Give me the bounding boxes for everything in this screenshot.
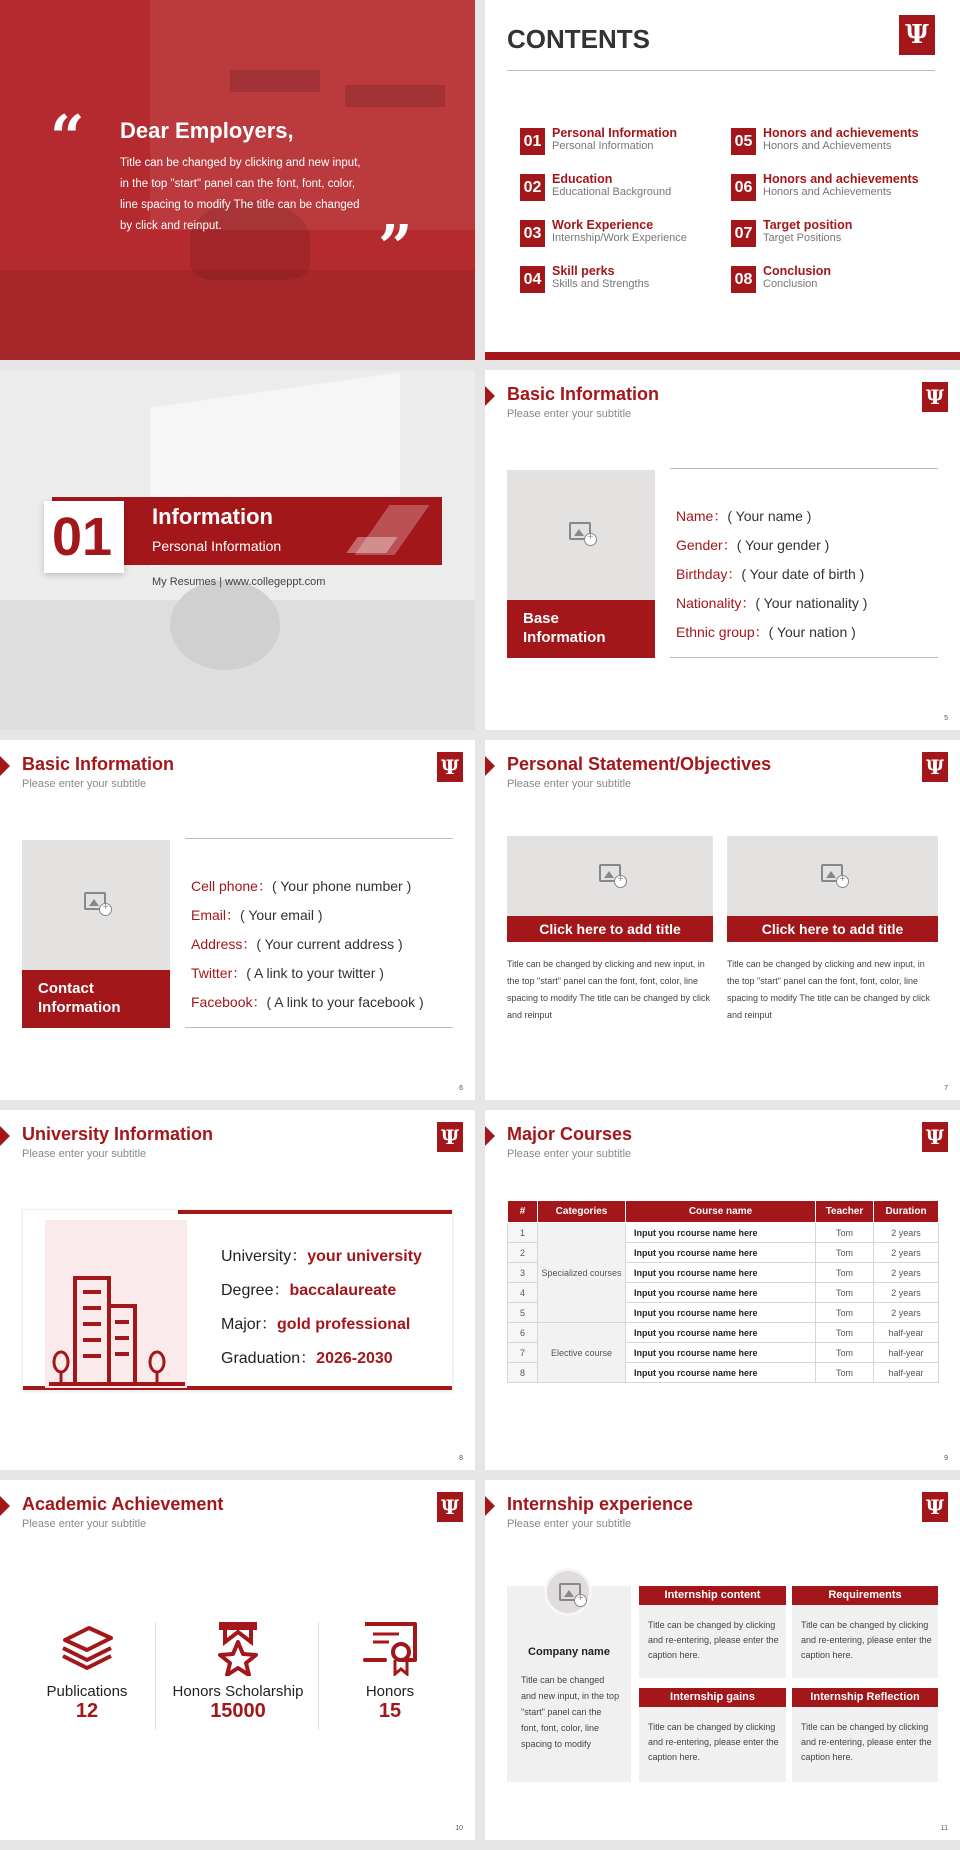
contents-item[interactable] — [520, 218, 710, 252]
field-row: Nationality：( Your nationality ) — [676, 595, 868, 611]
field-value[interactable]: ( Your name ) — [727, 508, 812, 524]
table-row: 1 Specialized courses Input you rcourse name here Tom 2 years — [508, 1223, 939, 1243]
field-row: Cell phone：( Your phone number ) — [191, 878, 412, 894]
item-number: 05 — [731, 128, 756, 155]
open-quote-icon: “ — [50, 103, 85, 173]
column-header: # — [508, 1201, 538, 1223]
company-name: Company name — [528, 1646, 610, 1658]
box-body: Title can be changed by clicking and re-entering, please enter the caption here. — [801, 1620, 932, 1660]
divider — [185, 838, 453, 839]
info-row: University：your university — [221, 1248, 422, 1265]
slide-title: Dear Employers, — [120, 118, 294, 143]
field-value[interactable]: ( Your current address ) — [256, 936, 403, 952]
internship-box — [639, 1586, 786, 1678]
divider — [670, 657, 938, 658]
page-number: 11 — [940, 1825, 948, 1832]
page-number: 10 — [455, 1825, 463, 1832]
card-label: Contact Information — [22, 970, 170, 1028]
field-value[interactable]: ( A link to your facebook ) — [266, 994, 424, 1010]
table-row: 3 Input you rcourse name here Tom 2 years — [508, 1263, 939, 1283]
certificate-icon — [361, 1620, 419, 1676]
close-quote-icon: ” — [378, 213, 413, 283]
page-number: 9 — [944, 1455, 948, 1462]
field-row: Address：( Your current address ) — [191, 936, 403, 952]
achievement-value: 15000 — [210, 1700, 266, 1722]
column-header: Duration — [874, 1201, 939, 1223]
item-number: 07 — [731, 220, 756, 247]
header-arrow-icon — [0, 1126, 10, 1146]
field-value[interactable]: ( Your date of birth ) — [741, 566, 865, 582]
field-value[interactable]: ( Your email ) — [240, 907, 323, 923]
info-row: Degree：baccalaureate — [221, 1282, 397, 1299]
header-arrow-icon — [485, 756, 495, 776]
table-row: 8 Input you rcourse name here Tom half-year — [508, 1363, 939, 1383]
company-logo-placeholder[interactable] — [544, 1568, 592, 1616]
item-title: Target position — [763, 218, 853, 232]
image-placeholder-icon — [559, 1583, 581, 1601]
column-header: Teacher — [816, 1201, 874, 1223]
slide-contact-information — [0, 740, 475, 1100]
table-row: 2 Input you rcourse name here Tom 2 years — [508, 1243, 939, 1263]
item-title: Personal Information — [552, 126, 678, 140]
item-title: Skill perks — [552, 264, 615, 278]
books-stack-icon — [57, 1620, 117, 1670]
field-value[interactable]: ( Your gender ) — [736, 537, 830, 553]
slide-title: Personal Statement/Objectives — [507, 754, 772, 774]
info-rows — [221, 1240, 422, 1376]
university-logo-icon: Ψ — [437, 1492, 463, 1522]
achievement-item — [160, 1620, 316, 1723]
item-title: Conclusion — [763, 264, 832, 278]
box-body: Title can be changed by clicking and re-entering, please enter the caption here. — [801, 1722, 932, 1762]
image-placeholder-icon — [84, 892, 106, 910]
info-value[interactable]: baccalaureate — [289, 1282, 397, 1299]
info-row: Graduation：2026-2030 — [221, 1350, 393, 1367]
company-card — [507, 1586, 631, 1782]
achievement-label: Honors Scholarship — [172, 1683, 304, 1700]
divider — [318, 1622, 319, 1730]
section-number-box — [44, 501, 124, 573]
page-number: 5 — [944, 715, 948, 722]
course-name-cell[interactable]: Input you rcourse name here — [626, 1243, 816, 1263]
contents-item[interactable] — [520, 172, 710, 206]
box-heading: Internship gains — [639, 1688, 786, 1707]
slide-academic-achievement — [0, 1480, 475, 1840]
company-body: Title can be changed and new input, in the top "start" panel can the font, font, color, line spacing to modify — [521, 1675, 620, 1749]
header-arrow-icon — [485, 1126, 495, 1146]
item-number: 03 — [520, 220, 545, 247]
column-body: Title can be changed by clicking and new input, in the top "start" panel can the font, font, color, line spacing to modify The title can be changed by click and reinput — [727, 959, 930, 1020]
field-row: Ethnic group：( Your nation ) — [676, 624, 856, 640]
page-number: 7 — [944, 1085, 948, 1092]
info-card — [22, 1209, 453, 1391]
slide-subtitle: Please enter your subtitle — [507, 1518, 632, 1530]
item-title: Honors and achievements — [763, 126, 919, 140]
item-number: 06 — [731, 174, 756, 201]
item-subtitle: Conclusion — [763, 278, 818, 290]
slide-body: Title can be changed by clicking and new input, in the top "start" panel can the font, font, color, line spacing to modify The title can be changed by click and reinput. — [120, 157, 361, 232]
slide-subtitle: Please enter your subtitle — [507, 408, 632, 420]
table-header-row — [508, 1201, 939, 1223]
slide-dear-employers — [0, 0, 475, 360]
box-body: Title can be changed by clicking and re-entering, please enter the caption here. — [648, 1722, 779, 1762]
slide-basic-information — [485, 370, 960, 730]
item-number: 08 — [731, 266, 756, 293]
contents-item[interactable] — [731, 126, 931, 160]
divider — [185, 1027, 453, 1028]
category-cell: Specialized courses — [538, 1223, 626, 1323]
scholarship-badge-icon — [213, 1620, 263, 1676]
section-number: 01 — [52, 507, 113, 567]
contents-title: CONTENTS — [507, 24, 650, 54]
column-header: Categories — [538, 1201, 626, 1223]
contents-item[interactable] — [731, 172, 931, 206]
photo-placeholder[interactable] — [727, 836, 938, 916]
page-number: 6 — [459, 1085, 463, 1092]
item-subtitle: Target Positions — [763, 232, 842, 244]
field-row: Gender：( Your gender ) — [676, 537, 830, 553]
bottom-bar — [485, 352, 960, 360]
header-arrow-icon — [0, 756, 10, 776]
course-name-cell[interactable]: Input you rcourse name here — [626, 1363, 816, 1383]
university-logo-icon: Ψ — [437, 752, 463, 782]
field-row: Name：( Your name ) — [676, 508, 812, 524]
slide-internship-experience — [485, 1480, 960, 1840]
box-body: Title can be changed by clicking and re-entering, please enter the caption here. — [648, 1620, 779, 1660]
item-subtitle: Skills and Strengths — [552, 278, 650, 290]
field-list — [676, 506, 867, 651]
image-placeholder-icon — [569, 522, 591, 540]
divider — [155, 1622, 156, 1730]
item-subtitle: Honors and Achievements — [763, 140, 892, 152]
field-value[interactable]: ( Your phone number ) — [271, 878, 412, 894]
contents-item[interactable] — [731, 264, 931, 298]
slide-title: University Information — [22, 1124, 214, 1144]
info-value[interactable]: your university — [307, 1248, 422, 1265]
slide-university-information — [0, 1110, 475, 1470]
photo-placeholder[interactable] — [507, 470, 655, 658]
item-title: Education — [552, 172, 613, 186]
item-subtitle: Educational Background — [552, 186, 672, 198]
field-value[interactable]: ( Your nation ) — [768, 624, 856, 640]
slide-subtitle: Please enter your subtitle — [507, 1148, 632, 1160]
field-list — [191, 876, 424, 1021]
header-arrow-icon — [485, 386, 495, 406]
image-placeholder-icon — [821, 864, 843, 882]
field-row: Birthday：( Your date of birth ) — [676, 566, 865, 582]
item-subtitle: Internship/Work Experience — [552, 232, 687, 244]
divider — [507, 70, 935, 71]
internship-box — [639, 1688, 786, 1782]
slide-subtitle: Please enter your subtitle — [22, 1148, 147, 1160]
building-icon — [45, 1220, 187, 1388]
university-logo-icon: Ψ — [437, 1122, 463, 1152]
column-title-button[interactable]: Click here to add title — [507, 916, 713, 942]
table-row: 6 Elective course Input you rcourse name here Tom half-year — [508, 1323, 939, 1343]
slide-personal-statement — [485, 740, 960, 1100]
column-title-button[interactable]: Click here to add title — [727, 916, 938, 942]
university-logo-icon: Ψ — [922, 1122, 948, 1152]
contents-item[interactable] — [731, 218, 931, 252]
field-row: Twitter：( A link to your twitter ) — [191, 965, 384, 981]
course-name-cell[interactable]: Input you rcourse name here — [626, 1323, 816, 1343]
info-value[interactable]: 2026-2030 — [316, 1350, 393, 1367]
divider — [670, 468, 938, 469]
field-row: Email：( Your email ) — [191, 907, 323, 923]
achievement-label: Honors — [365, 1683, 415, 1700]
box-heading: Internship Reflection — [792, 1688, 938, 1707]
photo-placeholder[interactable] — [22, 840, 170, 1028]
header-arrow-icon — [0, 1496, 10, 1516]
image-placeholder-icon — [599, 864, 621, 882]
university-logo-icon: Ψ — [922, 752, 948, 782]
field-value[interactable]: ( A link to your twitter ) — [246, 965, 384, 981]
box-heading: Internship content — [639, 1586, 786, 1605]
item-subtitle: Personal Information — [552, 140, 654, 152]
achievement-value: 15 — [378, 1700, 402, 1722]
section-footer: My Resumes | www.collegeppt.com — [152, 576, 326, 588]
photo-placeholder[interactable] — [507, 836, 713, 916]
item-subtitle: Honors and Achievements — [763, 186, 892, 198]
slide-title: Academic Achievement — [22, 1494, 224, 1514]
achievement-label: Publications — [46, 1683, 128, 1700]
header-arrow-icon — [485, 1496, 495, 1516]
slide-title: Basic Information — [507, 384, 660, 404]
table-row: 4 Input you rcourse name here Tom 2 years — [508, 1283, 939, 1303]
course-name-cell[interactable]: Input you rcourse name here — [626, 1343, 816, 1363]
slide-title: Basic Information — [22, 754, 175, 774]
column-header: Course name — [626, 1201, 816, 1223]
course-name-cell[interactable]: Input you rcourse name here — [626, 1223, 816, 1243]
slide-title: Major Courses — [507, 1124, 633, 1144]
achievement-value: 12 — [75, 1700, 99, 1722]
card-label: Base Information — [507, 600, 655, 658]
info-value[interactable]: gold professional — [277, 1316, 411, 1333]
box-heading: Requirements — [792, 1586, 938, 1605]
slide-major-courses — [485, 1110, 960, 1470]
field-row: Facebook：( A link to your facebook ) — [191, 994, 424, 1010]
contents-item[interactable] — [520, 264, 710, 298]
slide-subtitle: Please enter your subtitle — [22, 1518, 147, 1530]
course-name-cell[interactable]: Input you rcourse name here — [626, 1283, 816, 1303]
section-subtitle: Personal Information — [152, 538, 282, 554]
item-number: 02 — [520, 174, 545, 201]
info-row: Major：gold professional — [221, 1316, 411, 1333]
table-row: 5 Input you rcourse name here Tom 2 years — [508, 1303, 939, 1323]
item-number: 01 — [520, 128, 545, 155]
slide-title: Internship experience — [507, 1494, 694, 1514]
internship-box — [792, 1688, 938, 1782]
university-logo-icon: Ψ — [922, 382, 948, 412]
table-row: 7 Input you rcourse name here Tom half-year — [508, 1343, 939, 1363]
university-logo-icon: Ψ — [899, 15, 935, 55]
course-name-cell[interactable]: Input you rcourse name here — [626, 1263, 816, 1283]
university-logo-icon: Ψ — [922, 1492, 948, 1522]
slide-section-divider — [0, 370, 475, 730]
item-title: Honors and achievements — [763, 172, 919, 186]
courses-table — [507, 1200, 939, 1383]
slide-contents — [485, 0, 960, 360]
course-name-cell[interactable]: Input you rcourse name here — [626, 1303, 816, 1323]
achievement-item — [325, 1620, 455, 1723]
section-title: Information — [152, 504, 273, 529]
achievement-item — [22, 1620, 152, 1723]
contents-item[interactable] — [520, 126, 710, 160]
category-cell: Elective course — [538, 1323, 626, 1383]
internship-box — [792, 1586, 938, 1678]
slide-subtitle: Please enter your subtitle — [507, 778, 632, 790]
item-number: 04 — [520, 266, 545, 293]
field-value[interactable]: ( Your nationality ) — [755, 595, 868, 611]
item-title: Work Experience — [552, 218, 654, 232]
slide-subtitle: Please enter your subtitle — [22, 778, 147, 790]
column-body: Title can be changed by clicking and new input, in the top "start" panel can the font, font, color, line spacing to modify The title can be changed by click and reinput — [507, 959, 710, 1020]
page-number: 8 — [459, 1455, 463, 1462]
